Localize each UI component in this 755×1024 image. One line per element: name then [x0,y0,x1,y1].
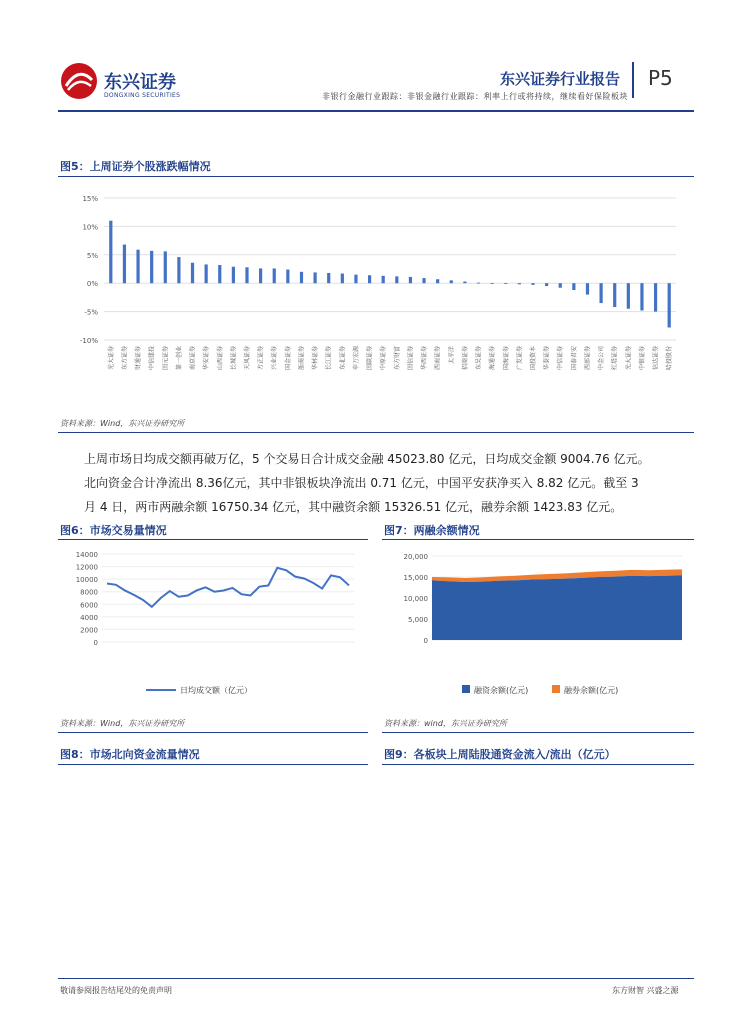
page-number: P5 [648,66,673,90]
fig6-ytick: 2000 [80,626,98,635]
fig5-xtick: 东方财富 [393,346,401,371]
fig5-xtick: 兴业证券 [271,346,279,371]
fig7-legend-swatch-b [552,685,560,693]
fig7-title-rule [382,539,694,540]
fig7-legend-swatch-a [462,685,470,693]
fig5-xtick: 国元证券 [162,346,170,371]
fig5-ytick: 5% [86,251,98,260]
fig5-bar [477,283,480,284]
fig5-title-rule [58,176,694,177]
fig5-bar [586,283,589,294]
fig7-ytick: 10,000 [403,595,428,603]
fig6-ytick: 0 [93,639,98,647]
fig5-xtick: 中信建投 [148,346,156,371]
fig5-xtick: 招商证券 [461,346,469,371]
fig5-xtick: 西部证券 [584,346,592,371]
fig5-bar [599,283,602,303]
fig5-xtick: 国泰君安 [570,346,578,371]
fig5-xtick: 中信证券 [557,346,565,371]
fig6-ytick: 12000 [75,563,98,572]
fig5-bar [409,277,412,283]
fig5-bar [259,268,262,283]
fig5-bar [273,268,276,283]
fig7-area-margin-financing [432,575,682,640]
fig5-bar [177,257,180,283]
fig5-xtick: 长城证券 [230,346,238,371]
fig5-bar [164,251,167,283]
fig5-bar [491,283,494,284]
fig5-xtick: 华林证券 [312,346,320,371]
fig5-bar [504,283,507,284]
fig5-xtick: 红塔证券 [611,346,619,371]
fig5-bar [286,270,289,284]
fig5-bar [668,283,671,327]
fig5-bar [123,245,126,284]
fig5-bar [422,278,425,283]
fig5-bar [654,283,657,311]
fig5-bar [640,283,643,310]
fig5-xtick: 财通证券 [135,346,143,371]
fig5-bar [545,283,548,286]
fig5-bar [191,263,194,283]
fig5-xtick: 中原证券 [380,346,388,371]
fig6-legend-label: 日均成交额（亿元） [180,686,252,695]
fig5-xtick: 南京证券 [189,346,197,371]
fig5-bar [518,283,521,284]
fig5-bar [572,283,575,290]
fig5-bar [232,267,235,283]
body-line-3: 月 4 日，两市两融余额 16750.34 亿元，其中融资余额 15326.51 亿元，融券余额 1423.83 亿元。 [84,500,623,514]
body-line-2: 北向资金合计净流出 8.36亿元，其中非银板块净流出 0.71 亿元，中国平安获净买入 8.82 亿元。截至 3 [84,476,639,490]
fig7-ytick: 20,000 [403,553,428,561]
fig5-xtick: 光大证券 [107,346,115,371]
fig7-legend-label-b: 融券余额(亿元) [564,686,619,695]
fig5-xtick: 国金证券 [284,346,292,371]
fig5-bar [531,283,534,285]
fig6-ytick: 8000 [80,588,98,597]
fig5-xtick: 广发证券 [516,346,524,371]
fig5-xtick: 华泰证券 [543,345,551,371]
fig8-title-rule [58,764,368,765]
fig7-area-chart [382,544,694,704]
fig5-bar [354,275,357,284]
fig5-bar [150,251,153,283]
fig5-xtick: 华安证券 [203,346,211,371]
fig5-bar [136,250,139,284]
fig6-title: 图6：市场交易量情况 [60,524,167,537]
footer-slogan: 东方财智 兴盛之源 [612,986,679,995]
fig5-bar-chart [58,184,694,404]
fig5-bar [109,221,112,283]
fig5-bar [327,273,330,283]
fig6-line-chart [58,544,368,704]
fig5-ytick: 0% [86,280,98,289]
fig5-xtick: 国海证券 [502,346,510,371]
fig7-legend-label-a: 融资余额(亿元) [474,686,529,695]
fig5-xtick: 浙商证券 [298,346,306,371]
header-rule [58,110,694,112]
body-line-1: 上周市场日均成交额再破万亿，5 个交易日合计成交金融 45023.80 亿元，日均成交金额 9004.76 亿元。 [84,452,650,466]
fig6-ytick: 6000 [80,601,98,610]
fig7-source: 资料来源：wind，东兴证券研究所 [384,719,507,728]
fig5-xtick: 光大证券 [625,346,633,371]
fig5-ytick: 15% [82,195,98,203]
footer-disclaimer: 敬请参阅报告结尾处的免责声明 [60,986,172,995]
fig5-bar [463,281,466,283]
fig7-ytick: 5,000 [407,616,428,624]
fig5-xtick: 山西证券 [216,346,224,371]
fig5-xtick: 海通证券 [489,346,497,371]
fig5-source-rule [58,432,694,433]
fig5-bar [205,264,208,283]
fig5-bar [395,276,398,283]
brand-name-en: DONGXING SECURITIES [104,92,181,99]
fig5-xtick: 东北证券 [339,346,347,371]
fig5-xtick: 中银证券 [638,346,646,371]
fig7-title: 图7：两融余额情况 [384,524,480,537]
footer-rule [58,978,694,979]
fig5-bar [382,276,385,283]
fig6-title-rule [58,539,368,540]
fig5-xtick: 信达证券 [652,346,660,371]
fig5-xtick: 国投资本 [530,346,537,371]
fig5-bar [436,279,439,283]
fig8-title: 图8：市场北向资金流量情况 [60,748,200,761]
fig7-ytick: 15,000 [403,574,428,582]
fig6-source-rule [58,732,368,733]
fig5-ytick: -5% [84,308,98,317]
fig5-xtick: 东方证券 [121,346,129,371]
fig6-ytick: 10000 [75,576,98,585]
fig9-title-rule [382,764,694,765]
fig5-bar [627,283,630,309]
fig5-ytick: -10% [79,337,98,345]
fig5-bar [313,272,316,283]
fig7-ytick: 0 [423,637,428,645]
fig5-bar [245,267,248,283]
body-paragraph [84,447,690,519]
fig5-bar [450,280,453,283]
fig5-xtick: 太平洋 [448,346,456,365]
fig5-xtick: 西南证券 [434,346,442,371]
fig5-xtick: 长江证券 [325,346,333,371]
fig9-title: 图9：各板块上周陆股通资金流入/流出（亿元） [384,748,616,761]
logo-icon [60,62,98,100]
brand-name: 东兴证券 [104,72,176,93]
report-subtitle: 非银行金融行业跟踪：非银金融行业跟踪：利率上行或将持续，继续看好保险板块 [322,92,628,101]
fig5-xtick: 天风证券 [244,346,251,371]
fig7-source-rule [382,732,694,733]
fig5-bar [218,265,221,283]
fig5-bar [341,274,344,284]
fig5-source: 资料来源：Wind，东兴证券研究所 [60,419,185,428]
fig5-xtick: 中金公司 [598,346,606,371]
fig5-xtick: 东吴证券 [475,346,483,371]
fig5-bar [300,272,303,283]
fig5-xtick: 申万宏源 [352,346,360,371]
fig5-xtick: 方正证券 [257,346,265,371]
header-divider [632,62,634,98]
fig6-ytick: 4000 [80,613,98,622]
fig5-bar [559,283,562,288]
fig6-series-line [107,568,349,607]
fig5-bar [613,283,616,307]
fig6-source: 资料来源：Wind，东兴证券研究所 [60,719,185,728]
fig5-xtick: 华西证券 [421,346,429,371]
fig5-xtick: 国联证券 [366,346,374,371]
fig6-ytick: 14000 [75,551,98,559]
fig5-xtick: 国信证券 [407,346,415,371]
report-title: 东兴证券行业报告 [500,70,621,88]
fig5-title: 图5：上周证券个股涨跌幅情况 [60,160,211,173]
fig5-xtick: 第一创业 [175,346,183,371]
fig5-ytick: 10% [82,223,98,232]
fig5-bar [368,275,371,283]
fig5-xtick: 哈投股份 [666,346,674,371]
